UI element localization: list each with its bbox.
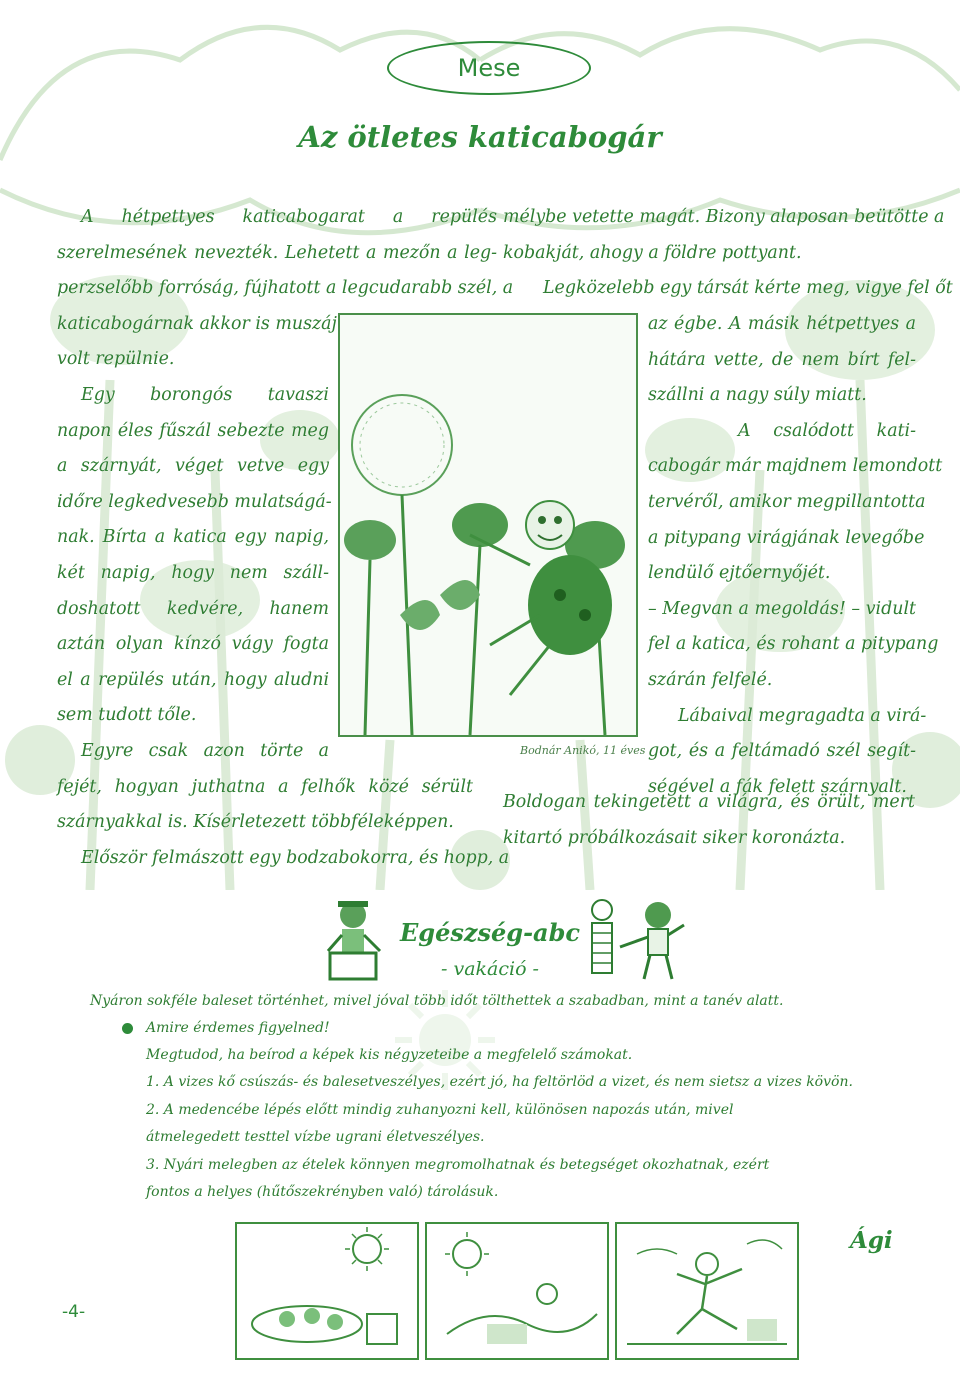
story-line: kitartó próbálkozásait siker koronázta.: [503, 827, 846, 848]
story-line: katicabogárnak akkor is muszáj: [57, 313, 337, 334]
story-line: mélybe vetette magát. Bizony alaposan beütötte a: [503, 207, 945, 227]
story-line: hátára vette, de nem bírt fel-: [648, 349, 916, 370]
story-line: Legközelebb egy társát kérte meg, vigye fel őt: [543, 278, 953, 299]
story-line: sem tudott tőle.: [57, 705, 197, 726]
story-line: Lábaival megragadta a virá-: [678, 705, 927, 726]
story-line: el a repülés után, hogy aludni: [57, 669, 329, 690]
section-label: Mese: [387, 41, 591, 95]
health-bullet-text: Amire érdemes figyelned!: [146, 1020, 330, 1036]
picture-panel-1: [235, 1222, 419, 1360]
picture-panel-2: [425, 1222, 609, 1360]
story-line: időre legkedvesebb mulatságá-: [57, 491, 332, 512]
health-section-subtitle: - vakáció -: [441, 958, 539, 980]
story-line: a pitypang virágjának levegőbe: [648, 527, 925, 548]
author-signature: Ági: [850, 1227, 893, 1254]
story-line: két napig, hogy nem száll-: [57, 562, 329, 583]
story-line: aztán olyan kínzó vágy fogta: [57, 634, 329, 655]
story-line: lendülő ejtőernyőjét.: [648, 563, 831, 584]
health-list-item: 3. Nyári melegben az ételek könnyen megromolhatnak és betegséget okozhatnak, ezért: [146, 1156, 770, 1173]
story-line: szerelmesének nevezték. Lehetett a mezőn a leg-: [57, 242, 497, 263]
health-list-item: 1. A vizes kő csúszás- és balesetveszélyes, ezért jó, ha feltörlöd a vizet, és nem sietsz a vizes kövön.: [146, 1074, 853, 1090]
story-line: nak. Bírta a katica egy napig,: [57, 527, 329, 548]
illustration-caption: Bodnár Anikó, 11 éves: [520, 744, 646, 757]
story-line: Először felmászott egy bodzabokorra, és hopp, a: [81, 847, 510, 868]
health-instruction: Megtudod, ha beírod a képek kis négyzeteibe a megfelelő számokat.: [146, 1047, 633, 1063]
story-line: szállni a nagy súly miatt.: [648, 385, 867, 406]
story-line: Egyre csak azon törte a: [81, 740, 329, 761]
story-line: Egy borongós tavaszi: [81, 384, 329, 405]
story-line: doshatott kedvére, hanem: [57, 598, 329, 619]
story-right-column-top: [503, 200, 953, 307]
food-picnic-drawing: [237, 1224, 417, 1358]
ladybug-drawing: [340, 315, 636, 735]
health-list-item: 2. A medencébe lépés előtt mindig zuhanyozni kell, különösen napozás után, mivel: [146, 1101, 734, 1118]
page-number: -4-: [62, 1302, 86, 1322]
story-line: napon éles fűszál sebezte meg: [57, 420, 329, 441]
health-intro: Nyáron sokféle baleset történhet, mivel jóval több időt tölthettek a szabadban, mint a tanév alatt.: [90, 993, 784, 1009]
health-list-item: átmelegedett testtel vízbe ugrani életveszélyes.: [146, 1129, 485, 1145]
story-title: Az ötletes katicabogár: [298, 120, 662, 154]
story-line: Boldogan tekingetett a világra, és örült, mert: [503, 792, 915, 812]
story-line: A hétpettyes katicabogarat a repülés: [81, 207, 497, 227]
story-line: A csalódott kati-: [738, 420, 916, 441]
story-right-column-bottom: [503, 785, 915, 856]
story-line: szárán felfelé.: [648, 669, 773, 690]
story-right-column-wrap: [648, 307, 943, 805]
slipping-on-stone-drawing: [617, 1224, 797, 1358]
story-line: tervéről, amikor megpillantotta: [648, 491, 926, 512]
mummy-and-boy-illustration: [580, 895, 690, 985]
story-line: cabogár már majdnem lemondott: [648, 456, 943, 477]
story-line: fejét, hogyan juthatna a felhők közé sérült: [57, 776, 473, 797]
story-line: – Megvan a megoldás! – vidult: [648, 598, 916, 619]
picture-panel-3: [615, 1222, 799, 1360]
story-line: ségével a fák felett szárnyalt.: [648, 776, 907, 797]
story-illustration: [338, 313, 638, 737]
story-line: kobakját, ahogy a földre pottyant.: [503, 242, 802, 263]
story-line: a szárnyát, véget vetve egy: [57, 456, 329, 477]
story-line: szárnyakkal is. Kísérletezett többféleképpen.: [57, 812, 454, 833]
sunbathing-drawing: [427, 1224, 607, 1358]
story-line: got, és a feltámadó szél segít-: [648, 741, 916, 762]
story-line: az égbe. A másik hétpettyes a: [648, 314, 916, 334]
health-list: [146, 1069, 853, 1207]
boy-on-suitcase-illustration: [318, 895, 388, 985]
bullet-icon: [122, 1023, 133, 1034]
health-list-item: fontos a helyes (hűtőszekrényben való) tárolásuk.: [146, 1184, 499, 1200]
story-line: volt repülnie.: [57, 349, 175, 370]
health-section-title: Egészség-abc: [400, 918, 580, 947]
story-line: fel a katica, és rohant a pitypang: [648, 634, 939, 655]
story-line: perzselőbb forróság, fújhatott a legcudarabb szél, a: [57, 278, 514, 299]
